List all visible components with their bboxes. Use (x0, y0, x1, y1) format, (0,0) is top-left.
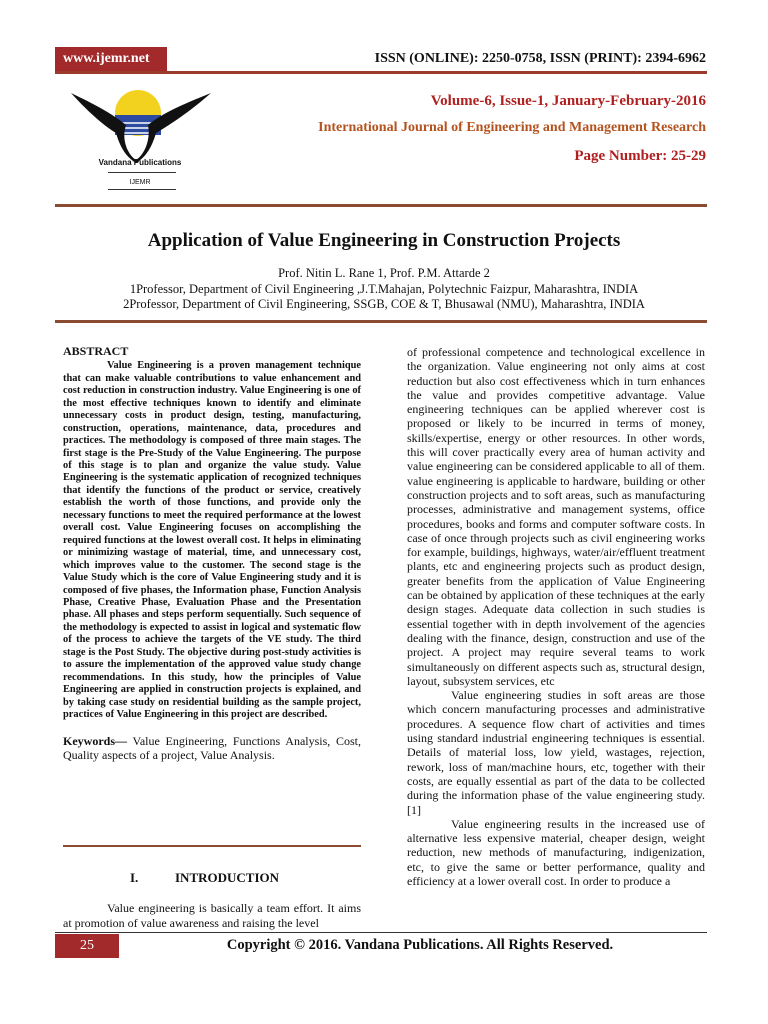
volume-issue: Volume-6, Issue-1, January-February-2016 (430, 93, 706, 109)
affiliation-2: 2Professor, Department of Civil Engineering, SSGB, COE & T, Bhusawal (NMU), Maharashtra, INDIA (123, 297, 645, 311)
right-column (407, 345, 705, 888)
abstract-body: Value Engineering is a proven management technique that can make valuable contributions to value enhancement and cost reduction in construction industry. Value Engineering is one of the most effective techniques known to identify and eliminate unnecessary costs in product design, testing, manufacturing, construction, operations, maintenance, data, procedures and practices. The methodology is composed of three main stages. The first stage is the Pre-Study of the Value Engineering. The purpose of this stage is to plan and organize the value study. Value Engineering is the systematic application of recognized techniques that identify the functions of the product or service, creatively establish the worth of those functions, and provide only the necessary functions to meet the required performance at the lowest overall cost. Value Engineering focuses on accomplishing the required functions at the lowest overall cost. It helps in eliminating or minimizing wastage of material, time, and unnecessary cost, which improves value to the customer. The second stage is the Value Study which is the core of Value Engineering study and it is composed of five phases, the Information phase, Function Analysis Phase, Creative Phase, Evaluation Phase and the Presentation phase. All phases and steps perform sequentially. Such sequence of the methodology is expected to assist in logical and systematic flow of the process to achieve the targets of the VE study. The third stage is the Post Study. The objective during post-study activities is to assure the implementation of the approved value study change recommendations. In this study, how the principles of Value Engineering are applied in construction projects is explained, and by taking case study on residential building as the sample project, practices of Value Engineering in this project are described. (63, 360, 361, 721)
left-column (63, 345, 361, 763)
paragraph: Value engineering results in the increased use of alternative less expensive material, cheaper design, weight reduction, new methods of manufacturing, indigenization, etc, to give the same or better performance, quality and efficiency at a lower overall cost. In order to produce a (407, 816, 705, 888)
footer-rule (55, 932, 707, 933)
affiliation-1: 1Professor, Department of Civil Engineering ,J.T.Mahajan, Polytechnic Faizpur, Maharashtra, INDIA (129, 281, 639, 296)
logo-publisher-text: Vandana Publications (98, 158, 182, 167)
logo-divider (108, 172, 176, 173)
section-number: I. (130, 870, 139, 885)
intro-paragraph: Value engineering is basically a team effort. It aims at promotion of value awareness and raising the level (63, 901, 361, 930)
authors: Prof. Nitin L. Rane 1, Prof. P.M. Attarde 2 (278, 266, 490, 280)
issn-text: ISSN (ONLINE): 2250-0758, ISSN (PRINT): 2394-6962 (374, 51, 706, 66)
page-number-range: Page Number: 25-29 (574, 148, 706, 164)
logo-divider (108, 189, 176, 190)
keywords (63, 734, 361, 763)
paragraph: Value engineering studies in soft areas are those which concern manufacturing processes and administrative procedures. A sequence flow chart of activities and times using standard industrial engineering techniques is essential. Details of material loss, low yield, wastages, rejection, rework, loss of man/machine hours, etc, together with their costs, are equally essential as part of the data to be collected during the information phase of the value engineering study. [1] (407, 688, 705, 817)
page-number-tab: 25 (55, 934, 119, 958)
paragraph: of professional competence and technological excellence in the organization. Value engineering not only aims at cost reduction but also cost effectiveness which in turn enhances the value and provides competitive advantage. Value engineering techniques can be applied wherever cost is proposed or likely to be incurred in terms of money, skills/expertise, energy or other resources. In other words, this will cover practically every area of human activity and value engineering can be considered applicable to all of them. value engineering is applicable to hardware, building or other construction projects and to soft areas, such as manufacturing processes, administrative and management systems, office procedures, books and forms and computer software costs. In case of once through projects such as civil engineering works for example, buildings, highways, water/air/effluent treatment plants, etc and engineering projects such as product design, greater benefits from the application of Value Engineering can be obtained by application of these techniques at the early design stages. Adequate data collection in such studies is essential together with in depth involvement of the agencies dealing with the finance, design, construction and use of the project. A project may require several teams to work simultaneously on different aspects such as, structural design, layout, subsystem services, etc (407, 345, 705, 688)
abstract-heading: ABSTRACT (63, 344, 129, 358)
section-rule (63, 845, 361, 847)
copyright: Copyright © 2016. Vandana Publications. All Rights Reserved. (226, 937, 614, 953)
keywords-label: Keywords— (63, 733, 127, 748)
author-block (0, 266, 768, 313)
logo-journal-name: IJEMR (129, 179, 151, 186)
journal-name: International Journal of Engineering and Management Research (318, 120, 706, 135)
site-url-tab[interactable]: www.ijemr.net (55, 47, 167, 71)
keywords-text: Value Engineering, Functions Analysis, Cost, Quality aspects of a project, Value Analysis. (63, 733, 361, 763)
paper-title: Application of Value Engineering in Construction Projects (147, 230, 621, 251)
section-title: INTRODUCTION (175, 870, 280, 885)
header-rule (55, 71, 707, 74)
header-bottom-rule (55, 204, 707, 207)
title-rule (55, 320, 707, 323)
